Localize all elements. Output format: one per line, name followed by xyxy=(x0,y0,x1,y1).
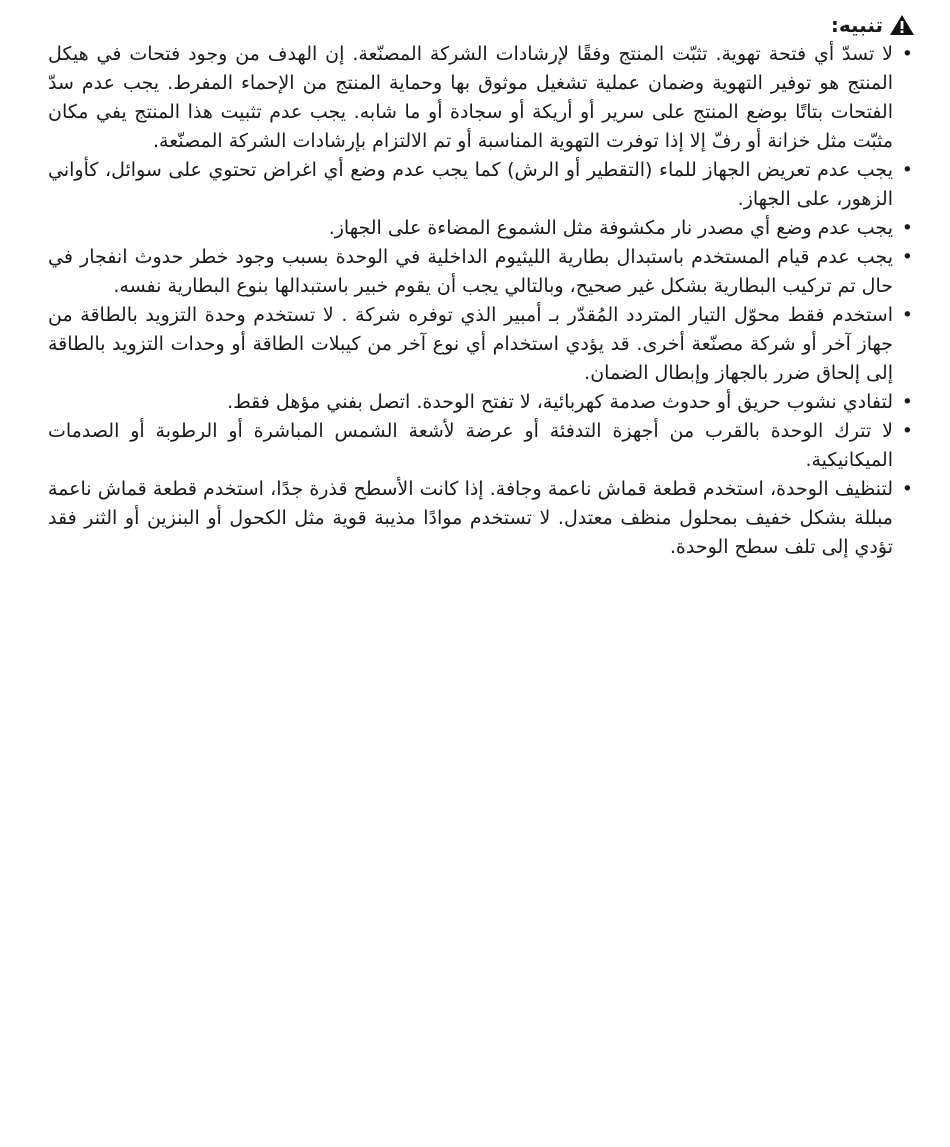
caution-item-cleaning xyxy=(48,475,915,562)
caution-section xyxy=(48,10,915,562)
warning-triangle-icon xyxy=(889,14,915,36)
caution-item-battery xyxy=(48,243,915,301)
bullet: • xyxy=(901,159,913,181)
bullet: • xyxy=(901,391,913,413)
caution-item-electric-shock xyxy=(48,388,915,417)
caution-item-text: لا تترك الوحدة بالقرب من أجهزة التدفئة أو عرضة لأشعة الشمس المباشرة أو الرطوبة أو الصدمات الميكانيكية. xyxy=(48,420,893,471)
bullet: • xyxy=(901,304,913,326)
caution-item-open-flame xyxy=(48,214,915,243)
caution-item-text: لتفادي نشوب حريق أو حدوث صدمة كهربائية، لا تفتح الوحدة. اتصل بفني مؤهل فقط. xyxy=(227,391,893,413)
bullet: • xyxy=(901,478,913,500)
caution-item-water xyxy=(48,156,915,214)
caution-item-text: لا تسدّ أي فتحة تهوية. تثبّت المنتج وفقًا لإرشادات الشركة المصنّعة. إن الهدف من وجود فتحات في هيكل المنتج هو توفير التهوية وضمان عملية تشغيل موثوق بها وحماية المنتج من الإحماء المفرط. يجب عدم سدّ الفتحات بتاتًا بوضع المنتج على سرير أو أريكة أو سجادة أو ما شابه. يجب عدم تثبيت هذا المنتج يفي مكان مثبّت مثل خزانة أو رفّ إلا إذا توفرت التهوية المناسبة أو تم الالتزام بإرشادات الشركة المصنّعة. xyxy=(48,43,893,152)
caution-item-text: يجب عدم وضع أي مصدر نار مكشوفة مثل الشموع المضاءة على الجهاز. xyxy=(328,217,893,239)
caution-item-heat-sources xyxy=(48,417,915,475)
caution-item-text: لتنظيف الوحدة، استخدم قطعة قماش ناعمة وجافة. إذا كانت الأسطح قذرة جدًا، استخدم قطعة قماش ناعمة مبللة بشكل خفيف بمحلول منظف معتدل. لا تستخدم موادًا مذيبة قوية مثل الكحول أو البنزين أو الثنر فقد تؤدي إلى تلف سطح الوحدة. xyxy=(48,478,893,558)
caution-item-text: استخدم فقط محوّل التيار المتردد المُقدّر بـ أمبير الذي توفره شركة . لا تستخدم وحدة التزويد بالطاقة من جهاز آخر أو شركة مصنّعة أخرى. قد يؤدي استخدام أي نوع آخر من كيبلات الطاقة أو وحدات التزويد بالطاقة إلى إلحاق ضرر بالجهاز وإبطال الضمان. xyxy=(48,304,893,384)
caution-title: تنبيه: xyxy=(830,13,883,37)
caution-heading xyxy=(48,10,915,40)
caution-item-text: يجب عدم قيام المستخدم باستبدال بطارية الليثيوم الداخلية في الوحدة بسبب وجود خطر حدوث انفجار في حال تم تركيب البطارية بشكل غير صحيح، وبالتالي يجب أن يقوم خبير باستبدالها بنوع البطارية نفسه. xyxy=(48,246,893,297)
caution-item-power-adapter xyxy=(48,301,915,388)
bullet: • xyxy=(901,217,913,239)
bullet: • xyxy=(901,43,913,65)
bullet: • xyxy=(901,246,913,268)
caution-item-ventilation xyxy=(48,40,915,156)
caution-item-text: يجب عدم تعريض الجهاز للماء (التقطير أو الرش) كما يجب عدم وضع أي اغراض تحتوي على سوائل، كأواني الزهور، على الجهاز. xyxy=(48,159,893,210)
caution-list xyxy=(48,40,915,562)
bullet: • xyxy=(901,420,913,442)
